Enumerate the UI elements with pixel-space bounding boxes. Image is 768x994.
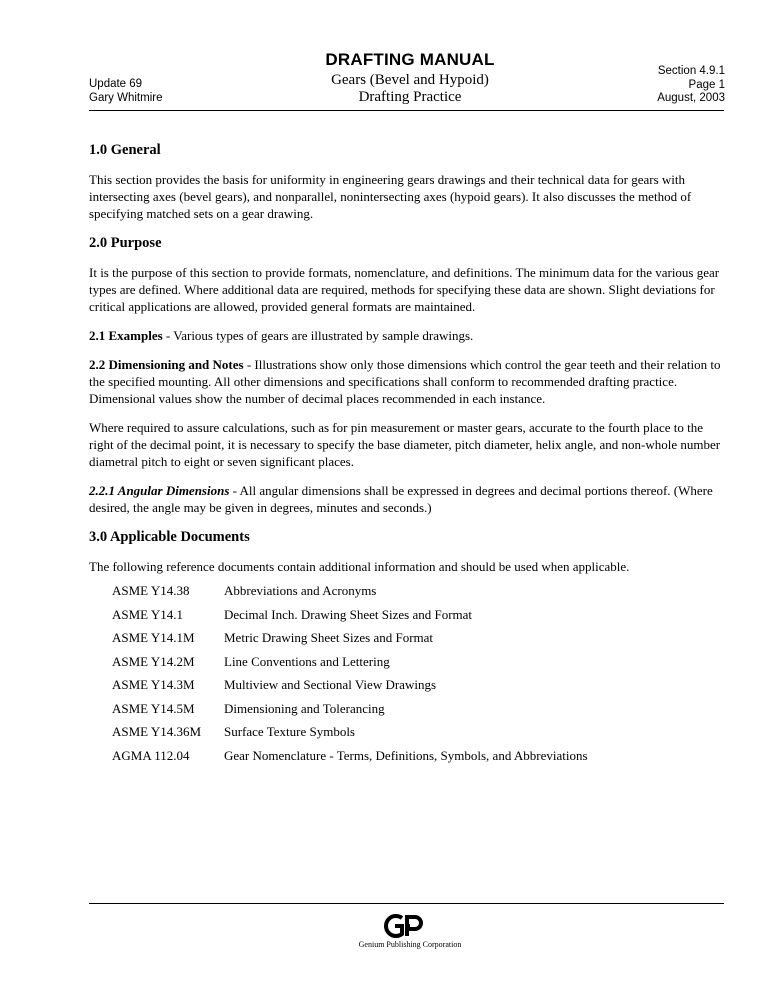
paragraph-examples: [89, 327, 729, 344]
footer-divider: [89, 903, 724, 904]
heading-general: 1.0 General: [89, 142, 161, 158]
genium-logo-icon: [383, 914, 427, 938]
document-code: ASME Y14.36M: [112, 724, 202, 740]
documents-list: [89, 579, 729, 767]
examples-text: - Various types of gears are illustrated by sample drawings.: [162, 328, 474, 343]
document-row: [89, 579, 729, 603]
document-title: Decimal Inch. Drawing Sheet Sizes and Format: [224, 606, 473, 622]
document-code: ASME Y14.5M: [112, 700, 195, 716]
document-row: [89, 603, 729, 627]
heading-purpose: 2.0 Purpose: [89, 235, 162, 251]
header-divider: [89, 110, 724, 111]
dimensioning-text: - Illustrations show only those dimensions which control the gear teeth and their relation to the specified mounting. All other dimensions and specifications shall conform to recommended drafting practice. Dimensional values show the number of decimal places recommended in each instance.: [89, 357, 721, 406]
document-title: Dimensioning and Tolerancing: [224, 700, 385, 716]
page-number: Page 1: [688, 78, 725, 91]
document-code: ASME Y14.1M: [112, 630, 195, 646]
header-right: [657, 65, 725, 106]
header-center: [270, 51, 550, 106]
angular-lead: 2.2.1 Angular Dimensions: [89, 483, 230, 498]
document-code: ASME Y14.1: [112, 606, 184, 622]
section-number: Section 4.9.1: [657, 65, 725, 77]
document-title: Surface Texture Symbols: [224, 724, 355, 740]
document-row: [89, 626, 729, 650]
document-title: Multiview and Sectional View Drawings: [224, 677, 436, 693]
examples-lead: 2.1 Examples: [89, 328, 163, 343]
manual-title: DRAFTING MANUAL: [325, 50, 495, 69]
document-title: Abbreviations and Acronyms: [224, 583, 377, 599]
document-row: [89, 720, 729, 744]
angular-text: - All angular dimensions shall be expressed in degrees and decimal portions thereof. (Where desired, the angle may be given in degrees, minutes and seconds.): [89, 483, 713, 515]
paragraph-angular: [89, 482, 729, 516]
document-row: [89, 673, 729, 697]
publisher-name: Genium Publishing Corporation: [358, 940, 462, 949]
document-body: [89, 141, 729, 767]
paragraph-purpose: It is the purpose of this section to provide formats, nomenclature, and definitions. The minimum data for the various gear types are defined. Where additional data are required, methods for specifying these data are shown. Slight deviations for critical applications are allowed, provided general formats are maintained.: [89, 265, 720, 314]
header-left: [89, 78, 162, 105]
document-row: [89, 697, 729, 721]
update-label: Update 69: [89, 78, 143, 90]
paragraph-calculations: Where required to assure calculations, such as for pin measurement or master gears, accurate to the fourth place to the right of the decimal point, it is necessary to specify the base diameter, pitch diameter, helix angle, and non-whole number diametral pitch to eight or seven significant places.: [89, 420, 721, 469]
dimensioning-lead: 2.2 Dimensioning and Notes: [89, 357, 244, 372]
paragraph-general: This section provides the basis for uniformity in engineering gears drawings and their technical data for gears with intersecting axes (bevel gears), and nonparallel, nonintersecting axes (hypoid gears). It also discusses the method of specifying matched sets on a gear drawing.: [89, 172, 692, 221]
document-code: ASME Y14.38: [112, 583, 190, 599]
document-row: [89, 744, 729, 768]
document-code: AGMA 112.04: [112, 747, 190, 763]
heading-applicable-documents: 3.0 Applicable Documents: [89, 529, 250, 545]
document-code: ASME Y14.3M: [112, 677, 195, 693]
paragraph-applicable-intro: The following reference documents contain additional information and should be used when applicable.: [89, 559, 630, 574]
document-title: Line Conventions and Lettering: [224, 653, 390, 669]
issue-date: August, 2003: [657, 92, 725, 104]
document-row: [89, 650, 729, 674]
document-title: Gear Nomenclature - Terms, Definitions, Symbols, and Abbreviations: [224, 747, 588, 763]
author-label: Gary Whitmire: [89, 91, 163, 104]
paragraph-dimensioning: [89, 356, 729, 407]
document-title: Metric Drawing Sheet Sizes and Format: [224, 630, 434, 646]
manual-subtitle-2: Drafting Practice: [358, 89, 462, 105]
manual-subtitle: Gears (Bevel and Hypoid): [331, 72, 489, 88]
document-code: ASME Y14.2M: [112, 653, 195, 669]
